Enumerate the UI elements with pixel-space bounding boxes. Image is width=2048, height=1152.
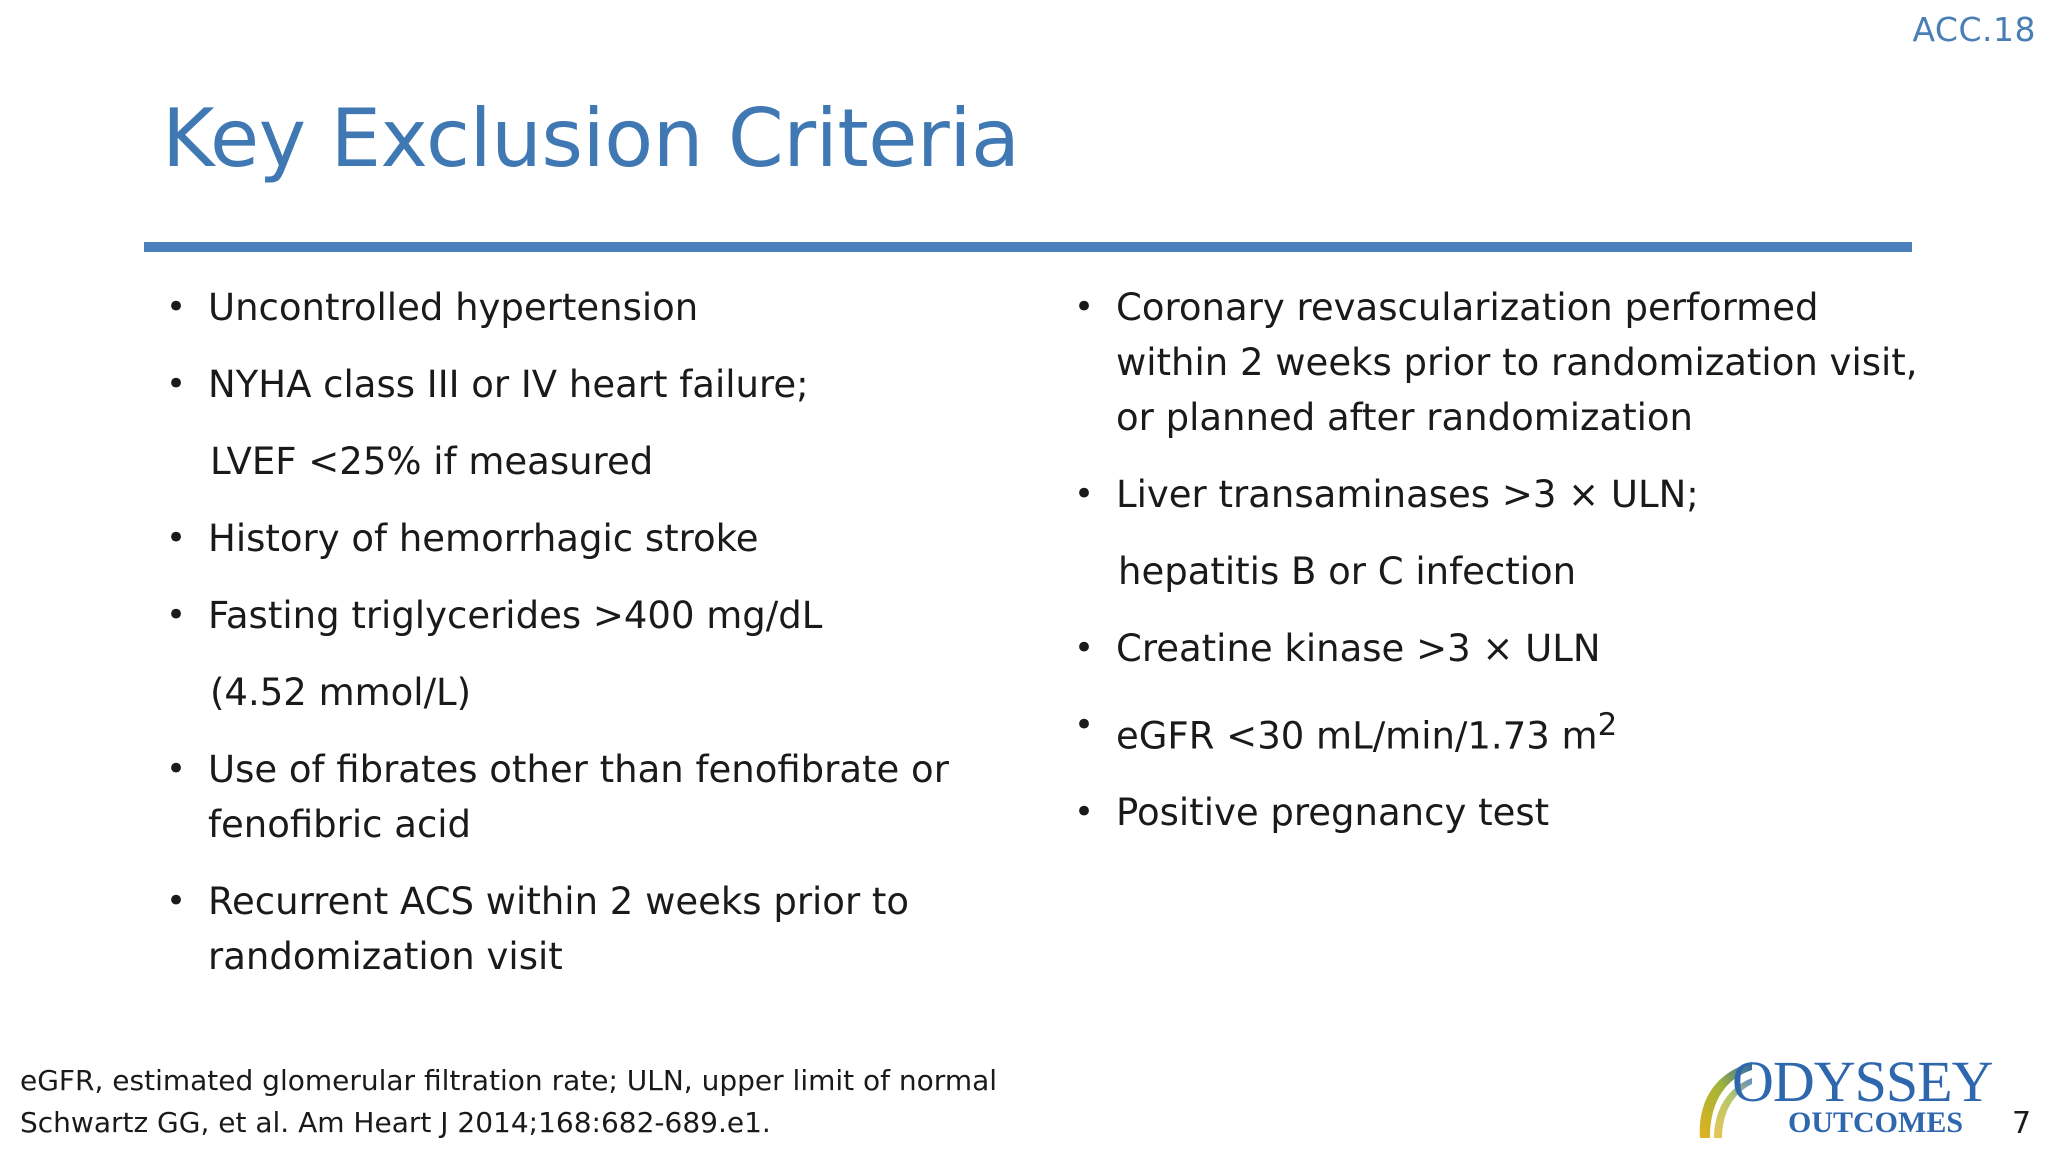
- list-item: • Uncontrolled hypertension: [162, 280, 1022, 335]
- right-criteria-list: [1070, 280, 1930, 862]
- logo-wordmark-odyssey: ODYSSEY: [1732, 1049, 1993, 1114]
- left-criteria-list: [162, 280, 1022, 1006]
- list-item: • Coronary revascularization performed within 2 weeks prior to randomization visit, or planned after randomization: [1070, 280, 1930, 445]
- title-divider: [144, 242, 1912, 252]
- list-item: • Creatine kinase >3 × ULN: [1070, 621, 1930, 676]
- list-item: • Positive pregnancy test: [1070, 785, 1930, 840]
- list-item-continuation: (4.52 mmol/L): [210, 671, 472, 714]
- egfr-text: eGFR <30 mL/min/1.73 m: [1116, 714, 1598, 758]
- list-item: • Fasting triglycerides >400 mg/dL: [162, 588, 1022, 643]
- slide-title: Key Exclusion Criteria: [162, 92, 1020, 185]
- list-item: • Liver transaminases >3 × ULN;: [1070, 467, 1930, 522]
- list-item-continuation: hepatitis B or C infection: [1118, 550, 1577, 593]
- list-item: • History of hemorrhagic stroke: [162, 511, 1022, 566]
- conference-tag: ACC.18: [1912, 10, 2036, 49]
- list-item: • NYHA class III or IV heart failure;: [162, 357, 1022, 412]
- list-item: • Use of fibrates other than fenofibrate or fenofibric acid: [162, 742, 1022, 852]
- list-item-continuation: LVEF <25% if measured: [210, 440, 654, 483]
- logo-wordmark-outcomes: OUTCOMES: [1788, 1106, 1964, 1139]
- footnotes: [20, 1060, 997, 1144]
- reference-footnote: Schwartz GG, et al. Am Heart J 2014;168:682-689.e1.: [20, 1106, 771, 1139]
- abbreviations-footnote: eGFR, estimated glomerular filtration rate; ULN, upper limit of normal: [20, 1064, 998, 1097]
- list-item-egfr: [1070, 698, 1930, 763]
- egfr-superscript: 2: [1597, 707, 1618, 743]
- odyssey-outcomes-logo: [1690, 1049, 2000, 1142]
- page-number: 7: [2012, 1106, 2032, 1141]
- list-item: • Recurrent ACS within 2 weeks prior to randomization visit: [162, 874, 1022, 984]
